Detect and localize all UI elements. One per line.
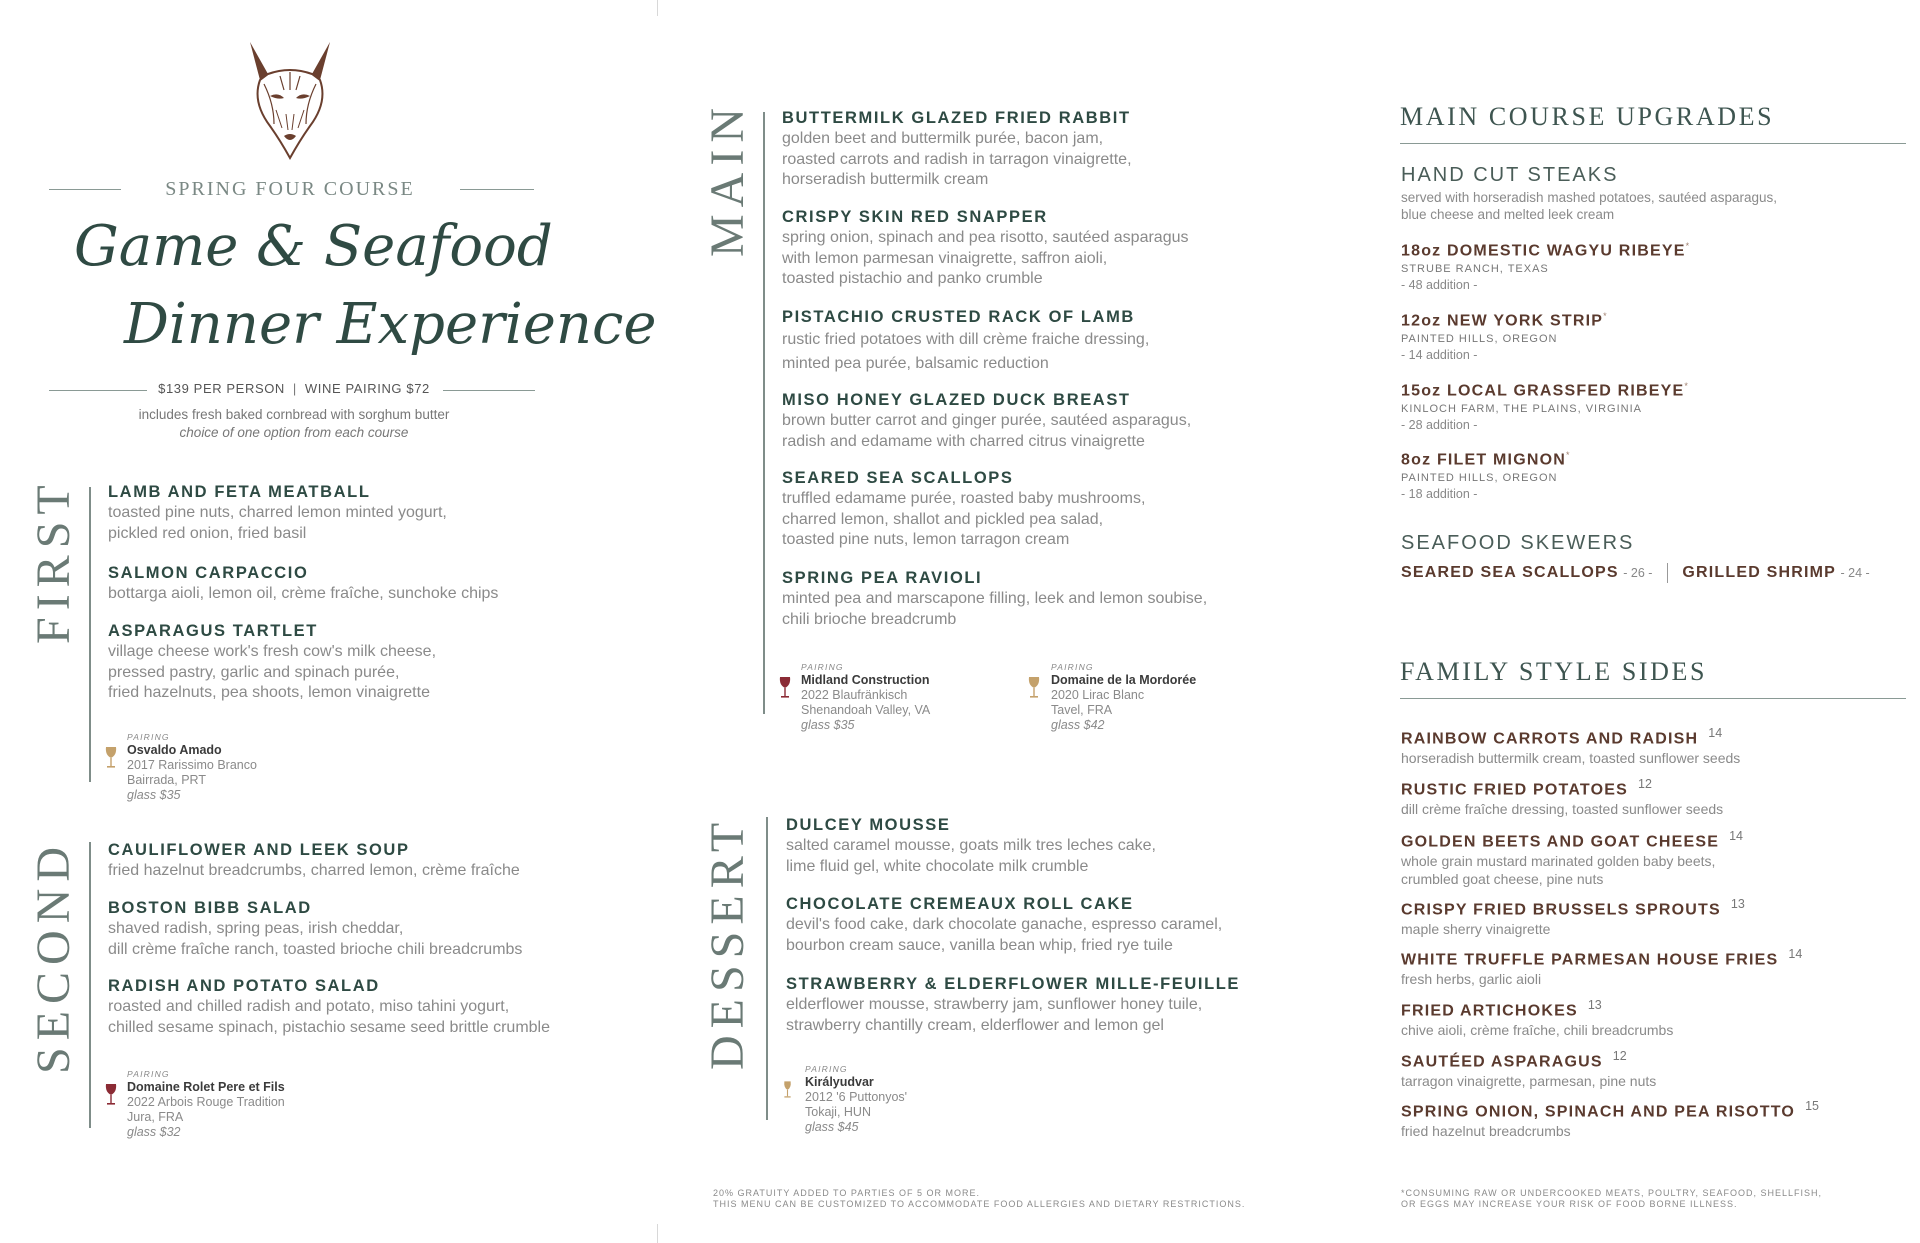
dish-desc: spring onion, spinach and pea risotto, sautéed asparagus xyxy=(782,229,1189,246)
dish-boston-bibb-salad xyxy=(108,897,522,960)
side-desc: chive aioli, crème fraîche, chili breadcrumbs xyxy=(1401,1022,1674,1039)
choice-note: choice of one option from each course xyxy=(179,425,409,440)
steak-mark: * xyxy=(1684,381,1690,391)
dish-lamb-feta-meatball xyxy=(108,481,447,544)
pairing-label: PAIRING xyxy=(1051,662,1094,672)
course-label-second: SECOND xyxy=(27,839,80,1074)
fold-mark-top xyxy=(657,0,658,16)
steaks-desc-line: served with horseradish mashed potatoes, sautéed asparagus, xyxy=(1401,190,1777,205)
sides-rule xyxy=(1400,698,1906,699)
pairing-name: Midland Construction xyxy=(801,673,930,687)
side-name: FRIED ARTICHOKES xyxy=(1401,1002,1578,1020)
wine-pairing-price: WINE PAIRING $72 xyxy=(304,381,430,396)
side-desc: fresh herbs, garlic aioli xyxy=(1401,971,1542,988)
script-title-line2: Dinner Experience xyxy=(124,292,657,357)
pairing-name: Domaine de la Mordorée xyxy=(1051,673,1197,687)
dish-desc: bottarga aioli, lemon oil, crème fraîche, sunchoke chips xyxy=(108,585,499,602)
pairing-region: Tokaji, HUN xyxy=(805,1105,871,1119)
fox-head-icon xyxy=(240,40,340,164)
steak-mark: * xyxy=(1566,450,1571,460)
course-label-main: MAIN xyxy=(701,101,754,257)
dish-desc: devil's food cake, dark chocolate ganache, espresso caramel, xyxy=(786,916,1223,933)
dish-desc: elderflower mousse, strawberry jam, sunflower honey tuile, xyxy=(786,996,1203,1013)
dish-radish-potato-salad xyxy=(108,975,550,1038)
sides-title: FAMILY STYLE SIDES xyxy=(1400,657,1708,686)
steak-addition: - 28 addition - xyxy=(1401,418,1478,433)
steak-grassfed-ribeye xyxy=(1401,376,1689,433)
dish-name: BUTTERMILK GLAZED FRIED RABBIT xyxy=(782,109,1131,127)
steak-name: DOMESTIC WAGYU RIBEYE xyxy=(1447,242,1686,260)
pairing-region: Jura, FRA xyxy=(127,1110,184,1124)
pairing-main-1 xyxy=(801,661,930,733)
price-line: $139 PER PERSON | WINE PAIRING $72 xyxy=(158,381,430,396)
side-price: 12 xyxy=(1638,777,1652,791)
dish-name: BOSTON BIBB SALAD xyxy=(108,899,312,917)
skewers-row xyxy=(1401,563,1870,583)
pairing-price: glass $32 xyxy=(127,1125,181,1139)
dish-desc: lime fluid gel, white chocolate milk crumble xyxy=(786,857,1089,875)
dish-desc: brown butter carrot and ginger purée, sautéed asparagus, xyxy=(782,412,1192,429)
side-name: RUSTIC FRIED POTATOES xyxy=(1401,781,1628,799)
dish-desc: fried hazelnuts, pea shoots, lemon vinaigrette xyxy=(108,684,430,701)
dish-name: CAULIFLOWER AND LEEK SOUP xyxy=(108,841,410,859)
dish-desc: toasted pine nuts, lemon tarragon cream xyxy=(782,531,1070,548)
dish-desc: rustic fried potatoes with dill crème fraiche dressing, xyxy=(782,331,1150,348)
pairing-wine: 2017 Rarissimo Branco xyxy=(127,758,257,772)
dish-chocolate-roll-cake xyxy=(786,893,1222,956)
dish-mille-feuille xyxy=(786,973,1240,1036)
steak-weight: 8oz xyxy=(1401,451,1432,469)
steak-origin: PAINTED HILLS, OREGON xyxy=(1401,472,1558,485)
dish-name: RADISH AND POTATO SALAD xyxy=(108,977,380,995)
dish-desc: strawberry chantilly cream, elderflower and lemon gel xyxy=(786,1016,1164,1034)
fold-mark-bottom xyxy=(657,1224,658,1243)
white-wine-glass-icon xyxy=(1027,676,1041,700)
dish-desc: salted caramel mousse, goats milk tres leches cake, xyxy=(786,837,1156,854)
pairing-label: PAIRING xyxy=(127,732,170,742)
steak-mark: * xyxy=(1603,311,1608,321)
dish-pea-ravioli xyxy=(782,567,1207,630)
dish-name: SEARED SEA SCALLOPS xyxy=(782,469,1014,487)
dish-desc: village cheese work's fresh cow's milk cheese, xyxy=(108,643,437,660)
side-sauteed-asparagus xyxy=(1401,1046,1656,1090)
dish-sea-scallops xyxy=(782,467,1145,551)
steak-mark: * xyxy=(1685,241,1691,251)
dish-name: ASPARAGUS TARTLET xyxy=(108,622,318,640)
dish-duck-breast xyxy=(782,389,1191,452)
red-wine-glass-icon xyxy=(778,676,792,700)
side-name: GOLDEN BEETS AND GOAT CHEESE xyxy=(1401,833,1720,851)
dish-fried-rabbit xyxy=(782,107,1132,191)
dish-desc: charred lemon, shallot and pickled pea salad, xyxy=(782,510,1104,528)
pairing-first xyxy=(127,731,257,803)
dish-desc: dill crème fraîche ranch, toasted brioche chili breadcrumbs xyxy=(108,940,523,958)
dish-desc: bourbon cream sauce, vanilla bean whip, fried rye tuile xyxy=(786,936,1173,954)
steak-origin: STRUBE RANCH, TEXAS xyxy=(1401,263,1549,276)
side-pea-risotto xyxy=(1401,1096,1819,1140)
side-rustic-fried-potatoes xyxy=(1401,774,1723,818)
side-price: 14 xyxy=(1708,726,1723,740)
steak-name: FILET MIGNON xyxy=(1436,451,1566,469)
dish-name: PISTACHIO CRUSTED RACK OF LAMB xyxy=(782,308,1135,326)
side-fried-artichokes xyxy=(1401,995,1673,1039)
steaks-desc xyxy=(1401,189,1777,223)
upgrades-title: MAIN COURSE UPGRADES xyxy=(1400,102,1775,131)
steak-filet-mignon xyxy=(1401,445,1571,502)
dish-desc: toasted pistachio and panko crumble xyxy=(782,270,1043,287)
side-desc: fried hazelnut breadcrumbs xyxy=(1401,1123,1571,1140)
skewer-price: - 26 - xyxy=(1623,566,1653,581)
course-line-second xyxy=(89,842,91,1128)
dish-asparagus-tartlet xyxy=(108,620,436,704)
dish-desc: chilled sesame spinach, pistachio sesame seed brittle crumble xyxy=(108,1018,550,1036)
dish-desc: fried hazelnut breadcrumbs, charred lemon, crème fraîche xyxy=(108,862,520,879)
dish-salmon-carpaccio xyxy=(108,562,498,605)
dish-name: MISO HONEY GLAZED DUCK BREAST xyxy=(782,391,1131,409)
season-title: SPRING FOUR COURSE xyxy=(165,178,415,200)
pairing-name: Osvaldo Amado xyxy=(127,743,222,757)
steaks-title: HAND CUT STEAKS xyxy=(1401,164,1619,186)
dish-name: CHOCOLATE CREMEAUX ROLL CAKE xyxy=(786,895,1134,913)
side-name: WHITE TRUFFLE PARMESAN HOUSE FRIES xyxy=(1401,951,1779,969)
side-name: SPRING ONION, SPINACH AND PEA RISOTTO xyxy=(1401,1103,1796,1121)
steak-addition: - 14 addition - xyxy=(1401,348,1478,363)
steak-weight: 12oz xyxy=(1401,312,1442,330)
pairing-region: Shenandoah Valley, VA xyxy=(801,703,931,717)
pairing-region: Bairrada, PRT xyxy=(127,773,206,787)
steak-name: LOCAL GRASSFED RIBEYE xyxy=(1447,382,1685,400)
side-truffle-fries xyxy=(1401,944,1802,988)
side-price: 12 xyxy=(1612,1049,1627,1063)
pairing-wine: 2022 Blaufränkisch xyxy=(801,688,908,702)
dish-desc: radish and edamame with charred citrus vinaigrette xyxy=(782,432,1145,450)
pairing-price: glass $35 xyxy=(801,718,855,732)
dessert-wine-glass-icon xyxy=(782,1080,793,1100)
pairing-region: Tavel, FRA xyxy=(1051,703,1113,717)
course-line-first xyxy=(89,487,91,782)
white-wine-glass-icon xyxy=(104,746,118,770)
pairing-wine: 2012 '6 Puttonyos' xyxy=(805,1090,908,1104)
dish-name: LAMB AND FETA MEATBALL xyxy=(108,483,371,501)
pairing-label: PAIRING xyxy=(801,662,844,672)
header-rule-left xyxy=(49,189,121,190)
pairing-price: glass $45 xyxy=(805,1120,859,1134)
side-desc: whole grain mustard marinated golden baby beets, xyxy=(1401,853,1716,870)
header-rule-right xyxy=(460,189,534,190)
pairing-dessert xyxy=(805,1063,907,1135)
course-line-dessert xyxy=(766,817,768,1120)
upgrades-rule xyxy=(1400,143,1906,144)
dish-desc: horseradish buttermilk cream xyxy=(782,171,989,188)
course-label-first: FIRST xyxy=(27,478,80,644)
dish-desc: golden beet and buttermilk purée, bacon jam, xyxy=(782,130,1104,147)
side-name: CRISPY FRIED BRUSSELS SPROUTS xyxy=(1401,901,1721,919)
pairing-price: glass $42 xyxy=(1051,718,1105,732)
dish-name: DULCEY MOUSSE xyxy=(786,816,951,834)
pairing-price: glass $35 xyxy=(127,788,181,802)
dish-desc: truffled edamame purée, roasted baby mushrooms, xyxy=(782,490,1146,507)
dish-name: CRISPY SKIN RED SNAPPER xyxy=(782,208,1048,226)
dish-red-snapper xyxy=(782,206,1189,290)
side-price: 13 xyxy=(1587,998,1602,1012)
side-rainbow-carrots xyxy=(1401,723,1740,767)
pairing-label: PAIRING xyxy=(805,1064,848,1074)
steak-origin: PAINTED HILLS, OREGON xyxy=(1401,333,1558,346)
side-price: 13 xyxy=(1730,897,1745,911)
course-line-main xyxy=(763,112,765,714)
side-desc: horseradish buttermilk cream, toasted sunflower seeds xyxy=(1401,750,1741,767)
side-desc: crumbled goat cheese, pine nuts xyxy=(1401,871,1604,888)
dish-desc: shaved radish, spring peas, irish cheddar, xyxy=(108,920,404,937)
dish-desc: with lemon parmesan vinaigrette, saffron aioli, xyxy=(782,249,1108,267)
pairing-label: PAIRING xyxy=(127,1069,170,1079)
side-desc: tarragon vinaigrette, parmesan, pine nuts xyxy=(1401,1073,1657,1090)
price-per-person: $139 PER PERSON xyxy=(158,381,285,396)
steak-origin: KINLOCH FARM, THE PLAINS, VIRGINIA xyxy=(1401,403,1643,416)
skewer-price: - 24 - xyxy=(1840,566,1870,581)
side-brussels-sprouts xyxy=(1401,894,1745,938)
script-title-line1: Game & Seafood xyxy=(74,214,553,279)
skewers-title: SEAFOOD SKEWERS xyxy=(1401,532,1635,554)
steak-wagyu-ribeye xyxy=(1401,236,1690,293)
steak-weight: 15oz xyxy=(1401,382,1442,400)
footer-warning-line2: OR EGGS MAY INCREASE YOUR RISK OF FOOD BORNE ILLNESS. xyxy=(1401,1199,1738,1209)
dish-name: SPRING PEA RAVIOLI xyxy=(782,569,983,587)
pairing-second xyxy=(127,1068,285,1140)
steak-addition: - 18 addition - xyxy=(1401,487,1478,502)
steak-weight: 18oz xyxy=(1401,242,1442,260)
dish-desc: minted pea and marscapone filling, leek and lemon soubise, xyxy=(782,590,1208,607)
dish-name: SALMON CARPACCIO xyxy=(108,564,309,582)
dish-desc: chili brioche breadcrumb xyxy=(782,610,957,628)
dish-desc: pressed pastry, garlic and spinach purée, xyxy=(108,663,400,681)
dish-desc: pickled red onion, fried basil xyxy=(108,524,307,542)
dish-desc: roasted and chilled radish and potato, miso tahini yogurt, xyxy=(108,998,510,1015)
footer-gratuity: 20% GRATUITY ADDED TO PARTIES OF 5 OR MORE. xyxy=(713,1188,981,1198)
steaks-desc-line: blue cheese and melted leek cream xyxy=(1401,207,1615,222)
side-price: 15 xyxy=(1805,1099,1819,1113)
pairing-wine: 2020 Lirac Blanc xyxy=(1051,688,1145,702)
dish-desc: minted pea purée, balsamic reduction xyxy=(782,355,1049,372)
side-name: RAINBOW CARROTS AND RADISH xyxy=(1401,730,1699,748)
dish-rack-of-lamb xyxy=(782,306,1149,376)
pairing-wine: 2022 Arbois Rouge Tradition xyxy=(127,1095,285,1109)
steak-name: NEW YORK STRIP xyxy=(1447,312,1604,330)
steak-addition: - 48 addition - xyxy=(1401,278,1478,293)
pairing-name: Domaine Rolet Pere et Fils xyxy=(127,1080,285,1094)
side-price: 14 xyxy=(1729,829,1743,843)
course-label-dessert: DESSERT xyxy=(701,815,754,1070)
footer-warning-line1: *CONSUMING RAW OR UNDERCOOKED MEATS, POULTRY, SEAFOOD, SHELLFISH, xyxy=(1401,1188,1823,1198)
pairing-main-2 xyxy=(1051,661,1196,733)
dish-desc: toasted pine nuts, charred lemon minted yogurt, xyxy=(108,504,447,521)
skewer-name: SEARED SEA SCALLOPS xyxy=(1401,564,1619,582)
steak-new-york-strip xyxy=(1401,306,1608,363)
dish-desc: roasted carrots and radish in tarragon vinaigrette, xyxy=(782,150,1132,168)
skewer-name: GRILLED SHRIMP xyxy=(1682,564,1837,582)
skewer-divider xyxy=(1667,563,1668,583)
side-desc: dill crème fraîche dressing, toasted sunflower seeds xyxy=(1401,801,1724,818)
includes-note: includes fresh baked cornbread with sorghum butter xyxy=(138,407,450,422)
footer-customize: THIS MENU CAN BE CUSTOMIZED TO ACCOMMODATE FOOD ALLERGIES AND DIETARY RESTRICTIONS. xyxy=(713,1199,1246,1209)
side-price: 14 xyxy=(1788,947,1803,961)
dish-dulcey-mousse xyxy=(786,814,1156,877)
dish-cauliflower-leek-soup xyxy=(108,839,520,882)
dish-name: STRAWBERRY & ELDERFLOWER MILLE-FEUILLE xyxy=(786,975,1241,993)
side-golden-beets xyxy=(1401,826,1743,888)
side-name: SAUTÉED ASPARAGUS xyxy=(1401,1053,1603,1071)
pairing-name: Királyudvar xyxy=(805,1075,874,1089)
side-desc: maple sherry vinaigrette xyxy=(1401,921,1551,938)
red-wine-glass-icon xyxy=(104,1083,118,1107)
